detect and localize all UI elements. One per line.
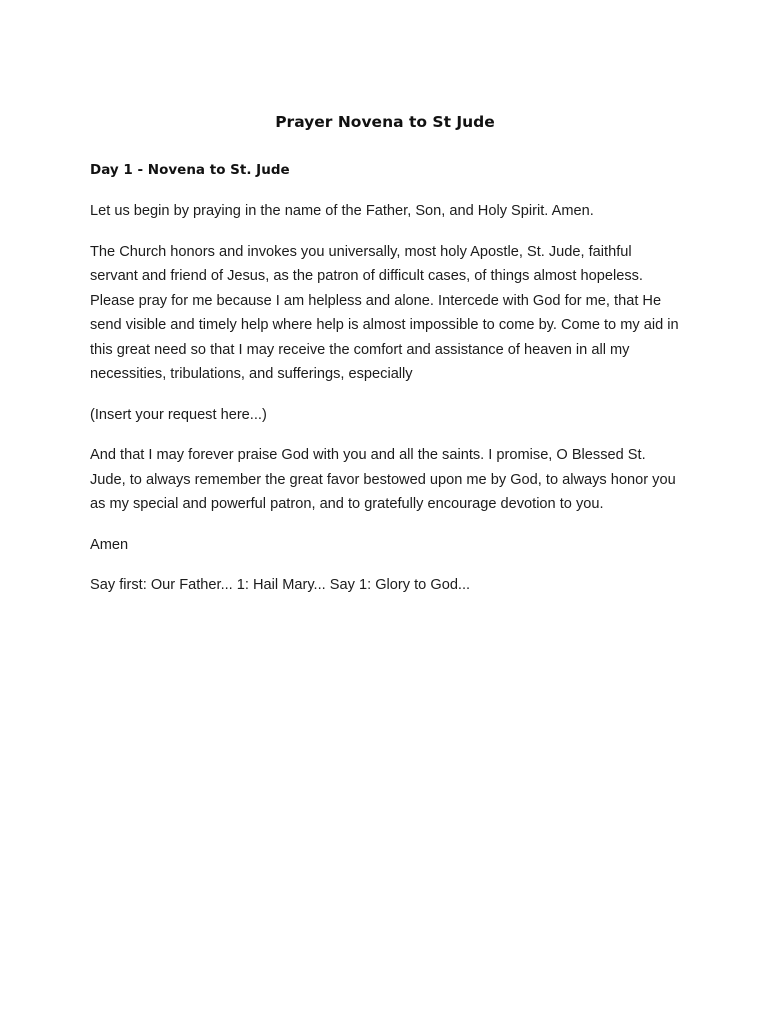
opening-paragraph: Let us begin by praying in the name of the Father, Son, and Holy Spirit. Amen. — [90, 203, 594, 219]
document-title: Prayer Novena to St Jude — [275, 113, 495, 131]
promise-paragraph: And that I may forever praise God with you and all the saints. I promise, O Blessed St. Jude, to always remember the great favor bestowed upon me by God, to always honor you as my special and powerful patron, and to gratefully encourage devotion to you. — [90, 447, 676, 512]
invocation-paragraph: The Church honors and invokes you universally, most holy Apostle, St. Jude, faithful servant and friend of Jesus, as the patron of difficult cases, of things almost hopeless. Please pray for me because I am helpless and alone. Intercede with God for me, that He send visible and timely help where help is almost impossible to come by. Come to my aid in this great need so that I may receive the comfort and assistance of heaven in all my necessities, tribulations, and sufferings, especially — [90, 243, 679, 382]
document-content — [90, 110, 680, 614]
request-placeholder: (Insert your request here...) — [90, 406, 267, 423]
amen-line: Amen — [90, 536, 129, 553]
day-heading: Day 1 - Novena to St. Jude — [90, 162, 290, 178]
closing-instructions: Say first: Our Father... 1: Hail Mary... Say 1: Glory to God... — [90, 577, 471, 593]
